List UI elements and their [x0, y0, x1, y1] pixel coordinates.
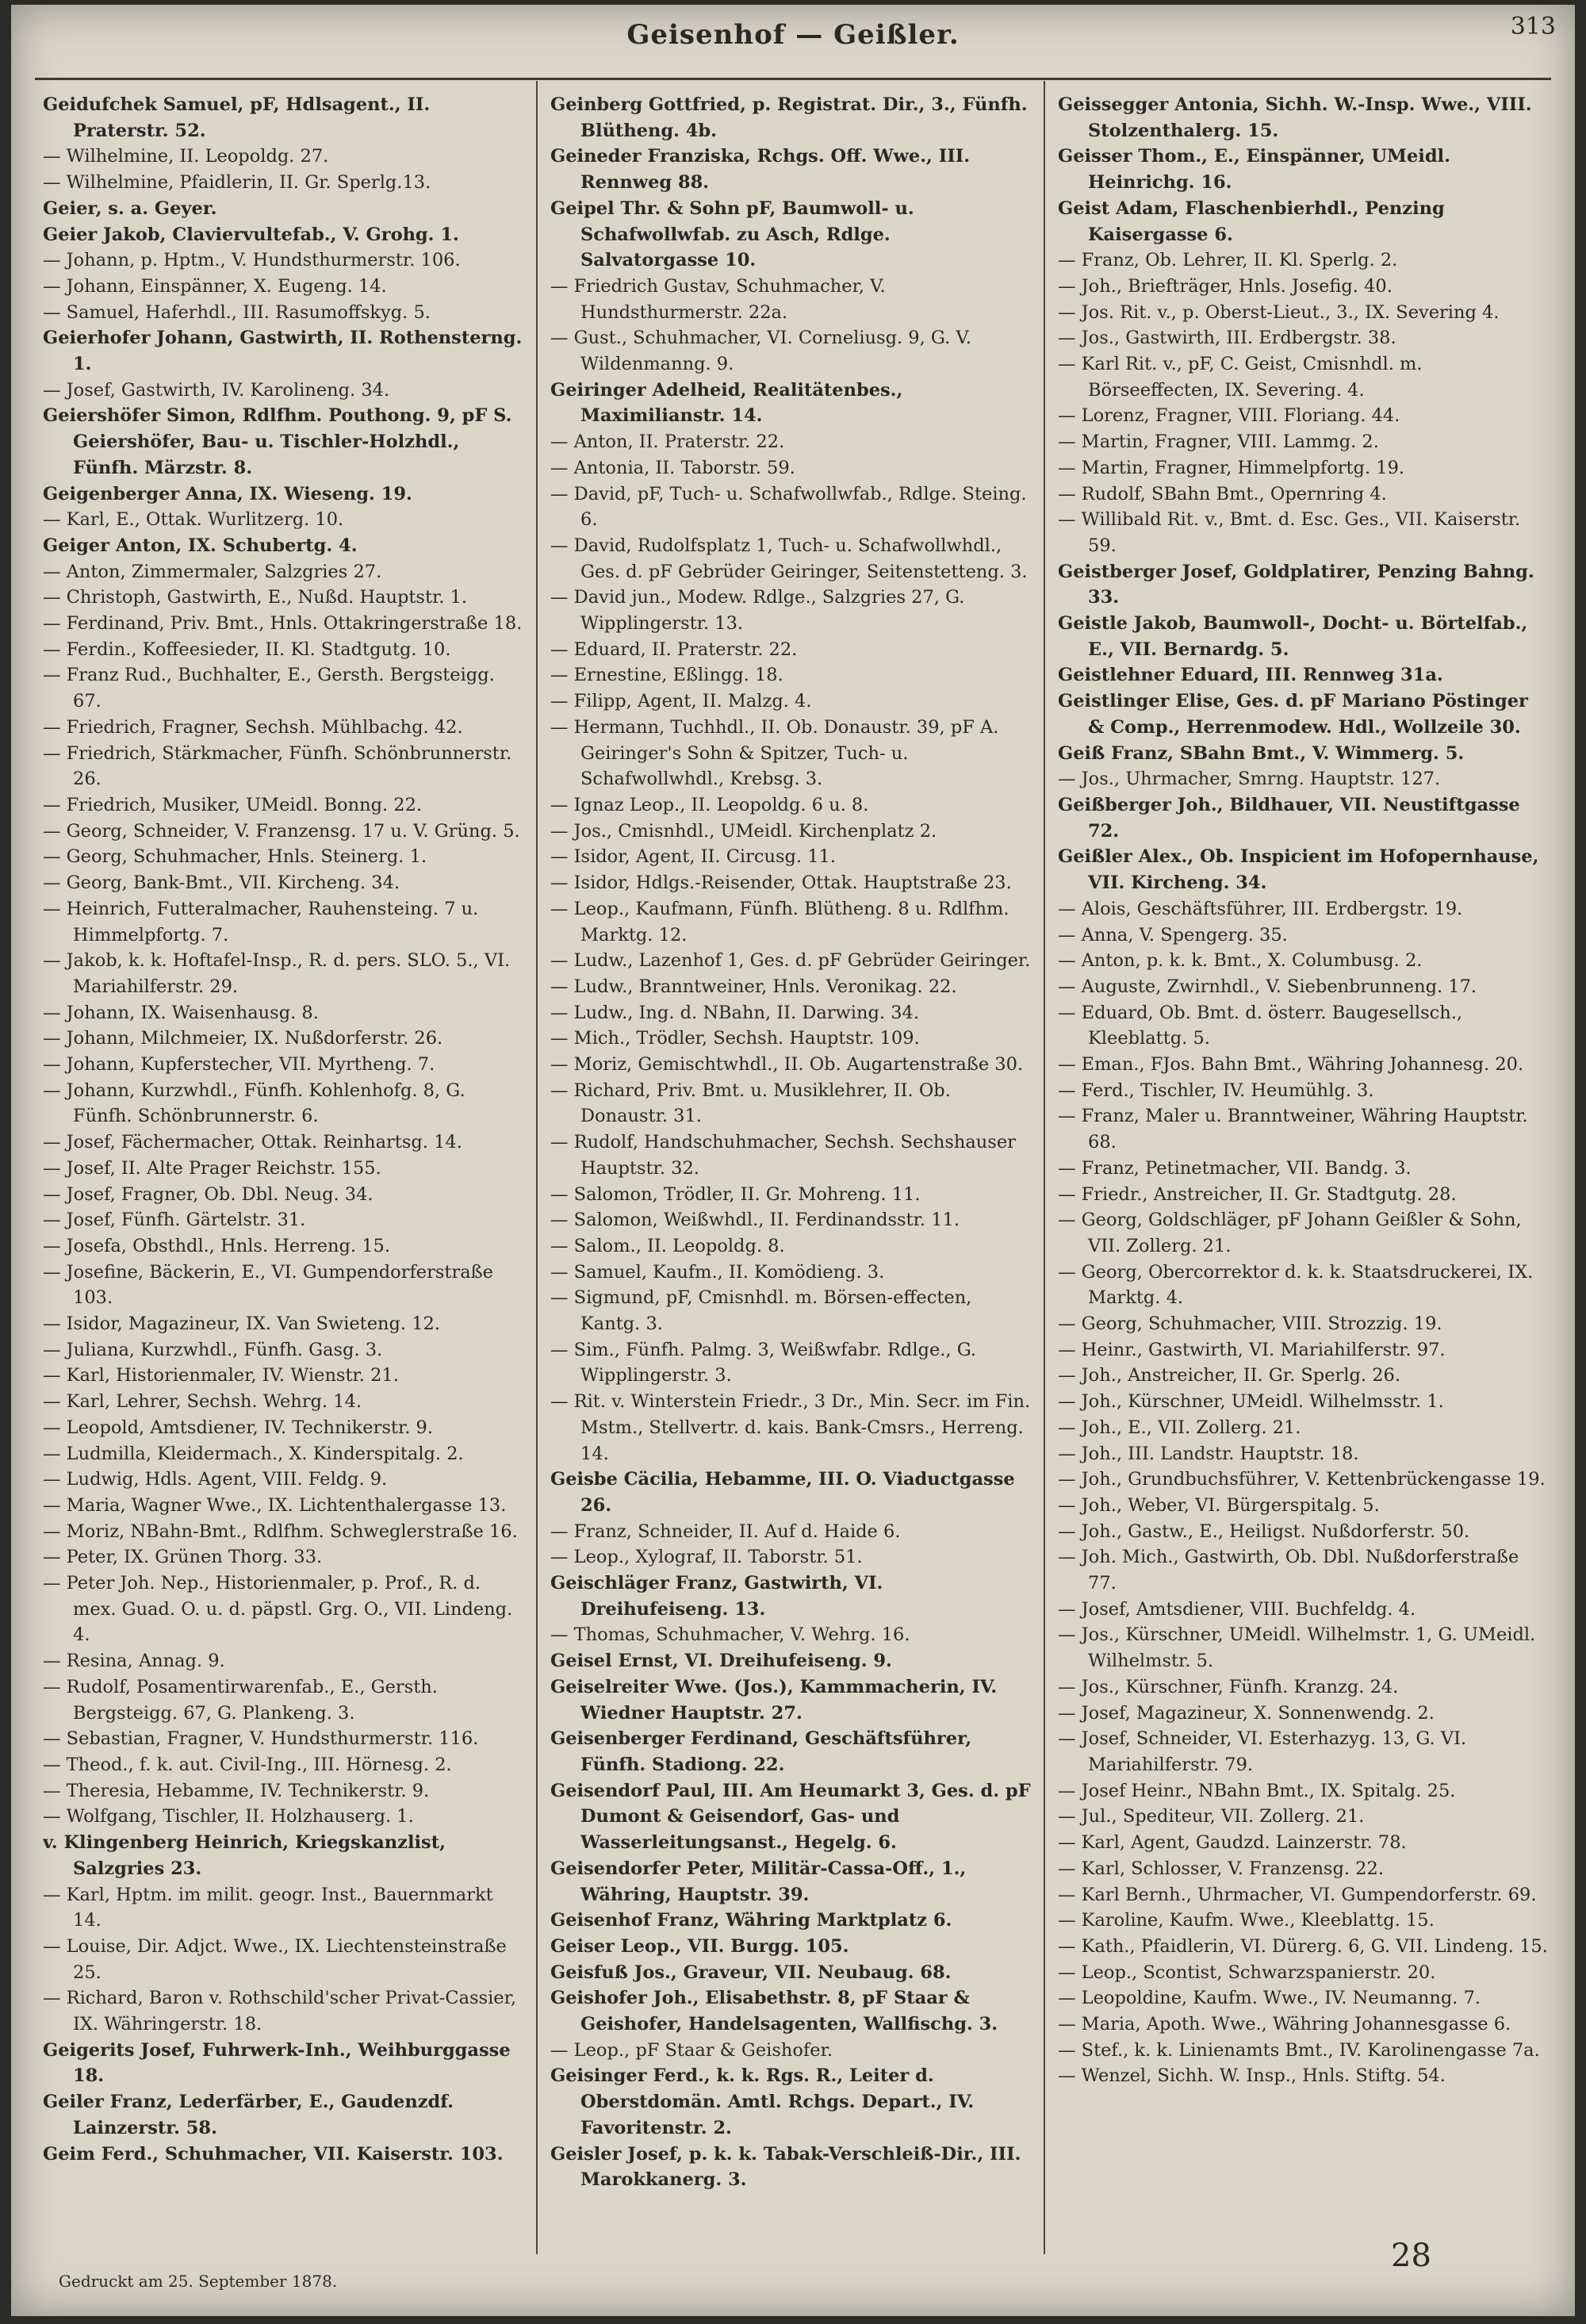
directory-entry: Geiler Franz, Lederfärber, E., Gaudenzdf. Lainzerstr. 58.: [43, 2092, 454, 2138]
directory-entry: — Theod., f. k. aut. Civil-Ing., III. Hörnesg. 2.: [43, 1755, 452, 1775]
directory-entry: — Rudolf, SBahn Bmt., Opernring 4.: [1058, 483, 1387, 504]
directory-entry: — Josefine, Bäckerin, E., VI. Gumpendorferstraße 103.: [43, 1261, 493, 1309]
directory-entry: — Franz, Schneider, II. Auf d. Haide 6.: [550, 1521, 901, 1542]
directory-entry: — Salomon, Trödler, II. Gr. Mohreng. 11.: [550, 1183, 921, 1205]
directory-entry: — Louise, Dir. Adjct. Wwe., IX. Liechtensteinstraße 25.: [43, 1935, 507, 1983]
directory-entry: Geiger Anton, IX. Schubertg. 4.: [43, 535, 358, 556]
directory-entry: — Richard, Priv. Bmt. u. Musiklehrer, II. Ob. Donaustr. 31.: [550, 1080, 951, 1127]
directory-entry: — Joh., Anstreicher, II. Gr. Sperlg. 26.: [1058, 1365, 1400, 1386]
directory-entry: — Jos., Cmisnhdl., UMeidl. Kirchenplatz 2.: [550, 820, 937, 842]
directory-entry: — Sebastian, Fragner, V. Hundsthurmerstr. 116.: [43, 1728, 479, 1750]
column-divider: [536, 81, 538, 2254]
running-head: Geisenhof — Geißler.: [626, 19, 960, 51]
directory-entry: Geisfuß Jos., Graveur, VII. Neubaug. 68.: [550, 1962, 952, 1983]
directory-entry: — Peter Joh. Nep., Historienmaler, p. Prof., R. d. mex. Guad. O. u. d. päpstl. Grg. O., VII. Lindeng. 4.: [43, 1573, 513, 1646]
directory-entry: — Auguste, Zwirnhdl., V. Siebenbrunneng. 17.: [1058, 976, 1477, 997]
directory-entry: — Josef, Gastwirth, IV. Karolineng. 34.: [43, 379, 390, 401]
directory-entry: — Ludw., Branntweiner, Hnls. Veronikag. 22.: [550, 976, 957, 997]
directory-entry: — Thomas, Schuhmacher, V. Wehrg. 16.: [550, 1624, 910, 1646]
directory-entry: — Jul., Spediteur, VII. Zollerg. 21.: [1058, 1806, 1365, 1827]
directory-entry: Geisenhof Franz, Währing Marktplatz 6.: [550, 1910, 952, 1931]
directory-entry: — Friedrich, Fragner, Sechsh. Mühlbachg. 42.: [43, 716, 463, 738]
directory-entry: — Josef, II. Alte Prager Reichstr. 155.: [43, 1157, 381, 1179]
directory-entry: — Georg, Bank-Bmt., VII. Kircheng. 34.: [43, 872, 400, 894]
directory-entry: — Ernestine, Eßlingg. 18.: [550, 665, 783, 686]
directory-entry: Geiselreiter Wwe. (Jos.), Kammmacherin, IV. Wiedner Hauptstr. 27.: [550, 1676, 998, 1724]
directory-entry: — Karl, E., Ottak. Wurlitzerg. 10.: [43, 509, 344, 531]
directory-entry: — Friedrich, Stärkmacher, Fünfh. Schönbrunnerstr. 26.: [43, 742, 512, 790]
header-rule: [35, 78, 1551, 80]
directory-entry: — David jun., Modew. Rdlge., Salzgries 27, G. Wipplingerstr. 13.: [550, 587, 965, 635]
column-3: [1058, 92, 1550, 2249]
directory-entry: Geisendorf Paul, III. Am Heumarkt 3, Ges. d. pF Dumont & Geisendorf, Gas- und Wasserleitungsanst., Hegelg. 6.: [550, 1780, 1031, 1854]
directory-entry: Geisendorfer Peter, Militär-Cassa-Off., 1., Währing, Hauptstr. 39.: [550, 1858, 967, 1905]
directory-entry: — Eman., FJos. Bahn Bmt., Währing Johannesg. 20.: [1058, 1054, 1524, 1076]
directory-entry: — Karl, Agent, Gaudzd. Lainzerstr. 78.: [1058, 1832, 1407, 1854]
directory-entry: — Johann, Kupferstecher, VII. Myrtheng. 7.: [43, 1054, 435, 1076]
directory-entry: Geim Ferd., Schuhmacher, VII. Kaiserstr. 103.: [43, 2143, 504, 2165]
directory-entry: — Resina, Annag. 9.: [43, 1651, 225, 1672]
directory-entry: — Karoline, Kaufm. Wwe., Kleeblattg. 15.: [1058, 1910, 1435, 1931]
directory-entry: — Joh., Gastw., E., Heiligst. Nußdorferstr. 50.: [1058, 1521, 1470, 1542]
directory-entry: Geierhofer Johann, Gastwirth, II. Rothensterng. 1.: [43, 328, 523, 375]
directory-entry: — Jos., Kürschner, UMeidl. Wilhelmstr. 1, G. UMeidl. Wilhelmstr. 5.: [1058, 1624, 1536, 1672]
directory-entry: — Peter, IX. Grünen Thorg. 33.: [43, 1547, 323, 1568]
directory-entry: — Franz, Maler u. Branntweiner, Währing Hauptstr. 68.: [1058, 1106, 1528, 1153]
directory-entry: Geistlinger Elise, Ges. d. pF Mariano Pöstinger & Comp., Herrenmodew. Hdl., Wollzeile 30.: [1058, 691, 1528, 738]
directory-entry: — Maria, Wagner Wwe., IX. Lichtenthalergasse 13.: [43, 1494, 507, 1516]
directory-entry: — Karl, Lehrer, Sechsh. Wehrg. 14.: [43, 1391, 362, 1413]
directory-entry: — Ferdin., Koffeesieder, II. Kl. Stadtgutg. 10.: [43, 639, 451, 660]
directory-page: [11, 5, 1575, 2316]
directory-entry: — Georg, Schneider, V. Franzensg. 17 u. V. Grüng. 5.: [43, 820, 520, 842]
directory-entry: — Rit. v. Winterstein Friedr., 3 Dr., Min. Secr. im Fin. Mstm., Stellvertr. d. kais. Bank-Cmsrs., Herreng. 14.: [550, 1391, 1031, 1464]
signature-mark: 28: [1391, 2238, 1431, 2274]
directory-entry: — Wenzel, Sichh. W. Insp., Hnls. Stiftg. 54.: [1058, 2065, 1446, 2087]
directory-entry: — Moriz, NBahn-Bmt., Rdlfhm. Schweglerstraße 16.: [43, 1521, 518, 1542]
directory-entry: — Leop., Scontist, Schwarzspanierstr. 20.: [1058, 1962, 1436, 1983]
directory-entry: Geier Jakob, Claviervultefab., V. Grohg. 1.: [43, 224, 459, 245]
directory-entry: — Georg, Obercorrektor d. k. k. Staatsdruckerei, IX. Marktg. 4.: [1058, 1261, 1534, 1309]
directory-entry: — Jos., Gastwirth, III. Erdbergstr. 38.: [1058, 328, 1396, 349]
directory-entry: — Kath., Pfaidlerin, VI. Dürerg. 6, G. VII. Lindeng. 15.: [1058, 1935, 1548, 1957]
page-number: 313: [1510, 13, 1556, 40]
directory-entry: Geiser Leop., VII. Burgg. 105.: [550, 1935, 849, 1957]
directory-entry: — Moriz, Gemischtwhdl., II. Ob. Augartenstraße 30.: [550, 1054, 1024, 1076]
directory-entry: — Ignaz Leop., II. Leopoldg. 6 u. 8.: [550, 794, 869, 815]
directory-entry: — Karl Rit. v., pF, C. Geist, Cmisnhdl. m. Börseeffecten, IX. Severing. 4.: [1058, 354, 1423, 401]
directory-entry: — Anton, II. Praterstr. 22.: [550, 431, 785, 453]
directory-entry: Geigenberger Anna, IX. Wieseng. 19.: [43, 483, 412, 504]
directory-entry: — Ludwig, Hdls. Agent, VIII. Feldg. 9.: [43, 1469, 388, 1490]
directory-entry: — Johann, Milchmeier, IX. Nußdorferstr. 26.: [43, 1028, 443, 1049]
directory-entry: Geier, s. a. Geyer.: [43, 198, 217, 219]
directory-entry: — Rudolf, Handschuhmacher, Sechsh. Sechshauser Hauptstr. 32.: [550, 1132, 1016, 1179]
directory-entry: — Ferdinand, Priv. Bmt., Hnls. Ottakringerstraße 18.: [43, 613, 523, 635]
directory-entry: — Theresia, Hebamme, IV. Technikerstr. 9.: [43, 1780, 430, 1801]
directory-entry: — David, pF, Tuch- u. Schafwollwfab., Rdlge. Steing. 6.: [550, 483, 1027, 531]
directory-entry: — Martin, Fragner, Himmelpfortg. 19.: [1058, 457, 1405, 478]
column-2: [550, 92, 1034, 2249]
directory-entry: Geisler Josef, p. k. k. Tabak-Verschleiß-Dir., III. Marokkanerg. 3.: [550, 2143, 1021, 2191]
directory-entry: Geiß Franz, SBahn Bmt., V. Wimmerg. 5.: [1058, 742, 1465, 764]
directory-entry: — Georg, Schuhmacher, VIII. Strozzig. 19.: [1058, 1313, 1442, 1335]
directory-entry: — Leopold, Amtsdiener, IV. Technikerstr. 9.: [43, 1417, 434, 1438]
directory-entry: — Rudolf, Posamentirwarenfab., E., Gersth. Bergsteigg. 67, G. Plankeng. 3.: [43, 1676, 438, 1724]
directory-entry: — Maria, Apoth. Wwe., Währing Johannesgasse 6.: [1058, 2014, 1511, 2035]
directory-entry: — Karl, Historienmaler, IV. Wienstr. 21.: [43, 1365, 399, 1386]
directory-entry: Geisbe Cäcilia, Hebamme, III. O. Viaductgasse 26.: [550, 1469, 1015, 1516]
directory-entry: — Wilhelmine, II. Leopoldg. 27.: [43, 146, 329, 167]
directory-entry: — Richard, Baron v. Rothschild'scher Privat-Cassier, IX. Währingerstr. 18.: [43, 1988, 517, 2035]
directory-entry: — Isidor, Magazineur, IX. Van Swieteng. 12.: [43, 1313, 440, 1335]
directory-entry: — Leop., Kaufmann, Fünfh. Blütheng. 8 u. Rdlfhm. Marktg. 12.: [550, 898, 1009, 945]
directory-entry: — Lorenz, Fragner, VIII. Floriang. 44.: [1058, 405, 1400, 427]
directory-entry: — Mich., Trödler, Sechsh. Hauptstr. 109.: [550, 1028, 920, 1049]
directory-entry: — Joh., E., VII. Zollerg. 21.: [1058, 1417, 1301, 1438]
directory-entry: — Joh., III. Landstr. Hauptstr. 18.: [1058, 1443, 1359, 1464]
directory-entry: Geineder Franziska, Rchgs. Off. Wwe., III. Rennweg 88.: [550, 146, 971, 194]
directory-entry: — Johann, p. Hptm., V. Hundsthurmerstr. 106.: [43, 250, 461, 271]
directory-entry: — Joh. Mich., Gastwirth, Ob. Dbl. Nußdorferstraße 77.: [1058, 1547, 1519, 1594]
directory-entry: — Anna, V. Spengerg. 35.: [1058, 924, 1288, 945]
directory-entry: — Heinr., Gastwirth, VI. Mariahilferstr. 97.: [1058, 1339, 1446, 1360]
directory-entry: Geisser Thom., E., Einspänner, UMeidl. Heinrichg. 16.: [1058, 146, 1450, 194]
directory-entry: — Wolfgang, Tischler, II. Holzhauserg. 1.: [43, 1806, 414, 1827]
directory-entry: v. Klingenberg Heinrich, Kriegskanzlist, Salzgries 23.: [43, 1832, 446, 1879]
directory-entry: Geiershöfer Simon, Rdlfhm. Pouthong. 9, pF S. Geiershöfer, Bau- u. Tischler-Holzhdl., Fünfh. Märzstr. 8.: [43, 405, 512, 478]
directory-entry: — Ludw., Lazenhof 1, Ges. d. pF Gebrüder Geiringer.: [550, 950, 1031, 972]
directory-entry: — Josef, Magazineur, X. Sonnenwendg. 2.: [1058, 1702, 1435, 1724]
directory-entry: — Willibald Rit. v., Bmt. d. Esc. Ges., VII. Kaiserstr. 59.: [1058, 509, 1521, 556]
directory-entry: Geisinger Ferd., k. k. Rgs. R., Leiter d. Oberstdomän. Amtl. Rchgs. Depart., IV. Favoritenstr. 2.: [550, 2065, 975, 2138]
directory-entry: — Jos. Rit. v., p. Oberst-Lieut., 3., IX. Severing 4.: [1058, 301, 1500, 323]
directory-entry: — Jakob, k. k. Hoftafel-Insp., R. d. pers. SLO. 5., VI. Mariahilferstr. 29.: [43, 950, 511, 997]
directory-entry: — Christoph, Gastwirth, E., Nußd. Hauptstr. 1.: [43, 587, 468, 608]
column-1: [43, 92, 527, 2249]
directory-entry: Geist Adam, Flaschenbierhdl., Penzing Kaisergasse 6.: [1058, 198, 1445, 245]
directory-entry: — David, Rudolfsplatz 1, Tuch- u. Schafwollwhdl., Ges. d. pF Gebrüder Geiringer, Seitenstetteng. 3.: [550, 535, 1028, 582]
directory-entry: Geistberger Josef, Goldplatirer, Penzing Bahng. 33.: [1058, 561, 1534, 608]
directory-entry: — Karl Bernh., Uhrmacher, VI. Gumpendorferstr. 69.: [1058, 1884, 1537, 1905]
directory-entry: Geißberger Joh., Bildhauer, VII. Neustiftgasse 72.: [1058, 794, 1520, 842]
directory-entry: — Eduard, II. Praterstr. 22.: [550, 639, 798, 660]
directory-entry: — Ludmilla, Kleidermach., X. Kinderspitalg. 2.: [43, 1443, 464, 1464]
directory-entry: — Ludw., Ing. d. NBahn, II. Darwing. 34.: [550, 1002, 919, 1023]
directory-entry: — Johann, IX. Waisenhausg. 8.: [43, 1002, 319, 1023]
directory-entry: — Joh., Weber, VI. Bürgerspitalg. 5.: [1058, 1494, 1380, 1516]
directory-entry: — Heinrich, Futteralmacher, Rauhensteing. 7 u. Himmelpfortg. 7.: [43, 898, 479, 945]
directory-entry: Geißler Alex., Ob. Inspicient im Hofopernhause, VII. Kircheng. 34.: [1058, 846, 1539, 894]
directory-entry: — Jos., Kürschner, Fünfh. Kranzg. 24.: [1058, 1676, 1399, 1697]
directory-entry: — Friedr., Anstreicher, II. Gr. Stadtgutg. 28.: [1058, 1183, 1457, 1205]
directory-entry: — Antonia, II. Taborstr. 59.: [550, 457, 795, 478]
directory-entry: — Eduard, Ob. Bmt. d. österr. Baugesellsch., Kleeblattg. 5.: [1058, 1002, 1463, 1049]
directory-entry: — Franz, Petinetmacher, VII. Bandg. 3.: [1058, 1157, 1412, 1179]
directory-entry: Geistle Jakob, Baumwoll-, Docht- u. Börtelfab., E., VII. Bernardg. 5.: [1058, 613, 1528, 660]
directory-entry: — Anton, p. k. k. Bmt., X. Columbusg. 2.: [1058, 950, 1423, 972]
directory-entry: — Leop., pF Staar & Geishofer.: [550, 2039, 833, 2061]
directory-entry: — Stef., k. k. Linienamts Bmt., IV. Karolinengasse 7a.: [1058, 2039, 1540, 2061]
directory-entry: — Joh., Grundbuchsführer, V. Kettenbrückengasse 19.: [1058, 1469, 1546, 1490]
directory-entry: — Franz, Ob. Lehrer, II. Kl. Sperlg. 2.: [1058, 250, 1398, 271]
directory-entry: — Leopoldine, Kaufm. Wwe., IV. Neumanng. 7.: [1058, 1988, 1481, 2009]
directory-entry: Geipel Thr. & Sohn pF, Baumwoll- u. Schafwollwfab. zu Asch, Rdlge. Salvatorgasse 10.: [550, 198, 914, 271]
directory-entry: — Samuel, Kaufm., II. Komödieng. 3.: [550, 1261, 885, 1283]
directory-entry: — Karl, Hptm. im milit. geogr. Inst., Bauernmarkt 14.: [43, 1884, 493, 1931]
directory-entry: — Joh., Briefträger, Hnls. Josefig. 40.: [1058, 275, 1393, 297]
directory-entry: — Alois, Geschäftsführer, III. Erdbergstr. 19.: [1058, 898, 1463, 919]
directory-entry: — Jos., Uhrmacher, Smrng. Hauptstr. 127.: [1058, 769, 1441, 790]
directory-entry: Geischläger Franz, Gastwirth, VI. Dreihufeiseng. 13.: [550, 1573, 883, 1620]
directory-entry: Geisenberger Ferdinand, Geschäftsführer, Fünfh. Stadiong. 22.: [550, 1728, 972, 1775]
directory-entry: — Franz Rud., Buchhalter, E., Gersth. Bergsteigg. 67.: [43, 665, 495, 712]
directory-entry: — Wilhelmine, Pfaidlerin, II. Gr. Sperlg.13.: [43, 172, 431, 194]
directory-entry: — Friedrich, Musiker, UMeidl. Bonng. 22.: [43, 794, 423, 815]
directory-entry: Geinberg Gottfried, p. Registrat. Dir., 3., Fünfh. Blütheng. 4b.: [550, 94, 1028, 141]
directory-entry: — Filipp, Agent, II. Malzg. 4.: [550, 691, 812, 712]
directory-entry: — Josef Heinr., NBahn Bmt., IX. Spitalg. 25.: [1058, 1780, 1456, 1801]
directory-entry: — Isidor, Hdlgs.-Reisender, Ottak. Hauptstraße 23.: [550, 872, 1012, 894]
directory-entry: — Georg, Goldschläger, pF Johann Geißler & Sohn, VII. Zollerg. 21.: [1058, 1210, 1522, 1256]
directory-entry: — Martin, Fragner, VIII. Lammg. 2.: [1058, 431, 1379, 453]
directory-entry: — Hermann, Tuchhdl., II. Ob. Donaustr. 39, pF A. Geiringer's Sohn & Spitzer, Tuch- u. Schafwollwhdl., Krebsg. 3.: [550, 716, 999, 790]
directory-entry: — Gust., Schuhmacher, VI. Corneliusg. 9, G. V. Wildenmanng. 9.: [550, 328, 971, 375]
directory-entry: — Josef, Fächermacher, Ottak. Reinhartsg. 14.: [43, 1132, 462, 1153]
directory-entry: Geisel Ernst, VI. Dreihufeiseng. 9.: [550, 1651, 892, 1672]
directory-entry: — Salom., II. Leopoldg. 8.: [550, 1235, 785, 1256]
directory-entry: Geishofer Joh., Elisabethstr. 8, pF Staar & Geishofer, Handelsagenten, Wallfischg. 3.: [550, 1988, 998, 2035]
directory-entry: — Josef, Amtsdiener, VIII. Buchfeldg. 4.: [1058, 1598, 1416, 1620]
column-divider: [1044, 81, 1045, 2254]
directory-entry: — Ferd., Tischler, IV. Heumühlg. 3.: [1058, 1080, 1374, 1101]
directory-entry: — Johann, Kurzwhdl., Fünfh. Kohlenhofg. 8, G. Fünfh. Schönbrunnerstr. 6.: [43, 1080, 465, 1127]
directory-entry: — Leop., Xylograf, II. Taborstr. 51.: [550, 1547, 863, 1568]
directory-entry: — Johann, Einspänner, X. Eugeng. 14.: [43, 275, 387, 297]
directory-entry: Geidufchek Samuel, pF, Hdlsagent., II. Praterstr. 52.: [43, 94, 431, 141]
directory-entry: — Friedrich Gustav, Schuhmacher, V. Hundsthurmerstr. 22a.: [550, 275, 886, 323]
directory-entry: — Karl, Schlosser, V. Franzensg. 22.: [1058, 1858, 1384, 1879]
directory-entry: Geigerits Josef, Fuhrwerk-Inh., Weihburggasse 18.: [43, 2039, 511, 2087]
directory-entry: — Samuel, Haferhdl., III. Rasumoffskyg. 5.: [43, 301, 431, 323]
directory-entry: — Josefa, Obsthdl., Hnls. Herreng. 15.: [43, 1235, 391, 1256]
print-date: Gedruckt am 25. September 1878.: [59, 2272, 338, 2291]
directory-entry: — Salomon, Weißwhdl., II. Ferdinandsstr. 11.: [550, 1210, 960, 1231]
directory-entry: Geiringer Adelheid, Realitätenbes., Maximilianstr. 14.: [550, 379, 903, 427]
directory-entry: — Georg, Schuhmacher, Hnls. Steinerg. 1.: [43, 846, 427, 868]
directory-entry: Geissegger Antonia, Sichh. W.-Insp. Wwe., VIII. Stolzenthalerg. 15.: [1058, 94, 1532, 141]
directory-entry: — Josef, Fünfh. Gärtelstr. 31.: [43, 1210, 306, 1231]
directory-entry: Geistlehner Eduard, III. Rennweg 31a.: [1058, 665, 1443, 686]
directory-entry: — Sim., Fünfh. Palmg. 3, Weißwfabr. Rdlge., G. Wipplingerstr. 3.: [550, 1339, 977, 1386]
directory-entry: — Joh., Kürschner, UMeidl. Wilhelmsstr. 1.: [1058, 1391, 1444, 1413]
directory-entry: — Juliana, Kurzwhdl., Fünfh. Gasg. 3.: [43, 1339, 383, 1360]
directory-entry: — Josef, Schneider, VI. Esterhazyg. 13, G. VI. Mariahilferstr. 79.: [1058, 1728, 1467, 1775]
directory-entry: — Isidor, Agent, II. Circusg. 11.: [550, 846, 836, 868]
directory-entry: — Anton, Zimmermaler, Salzgries 27.: [43, 561, 382, 582]
directory-entry: — Sigmund, pF, Cmisnhdl. m. Börsen-effecten, Kantg. 3.: [550, 1287, 972, 1335]
directory-entry: — Josef, Fragner, Ob. Dbl. Neug. 34.: [43, 1183, 374, 1205]
